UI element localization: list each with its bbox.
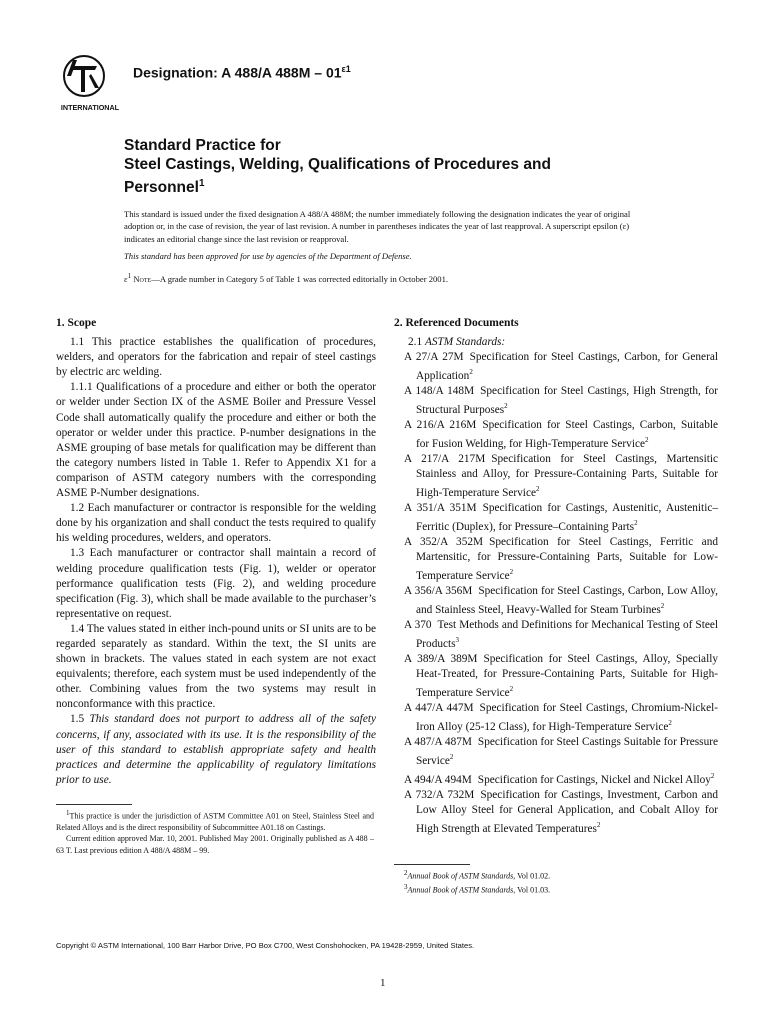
reference-code: A 356/A 356M [404, 585, 473, 598]
title-line-2: Steel Castings, Welding, Qualifications of Procedures and [124, 156, 551, 173]
designation [133, 64, 351, 81]
scope-1-1: 1.1 This practice establishes the qualification of procedures, welders, and operators for the fabrication and repair of steel castings by electric arc welding. [56, 336, 376, 379]
reference-footnote-mark: 2 [469, 368, 473, 377]
reference-footnote-mark: 2 [509, 685, 514, 694]
footnote-2-text: Annual Book of ASTM Standards [407, 871, 514, 881]
reference-title: Specification for Steel Castings, Carbon, Suitable for Fusion Welding, for High-Temperature Service [416, 419, 718, 450]
footnote-1-mark: 1 [66, 809, 70, 817]
reference-item [394, 735, 718, 769]
note-label: Note [133, 274, 152, 285]
footnote-3-mark: 3 [404, 883, 408, 892]
reference-item [394, 652, 718, 701]
reference-footnote-mark: 2 [509, 568, 514, 577]
reference-footnote-mark: 2 [634, 519, 638, 528]
document-title [124, 136, 684, 197]
note-sup: 1 [127, 272, 132, 281]
note-text: —A grade number in Category 5 of Table 1 was corrected editorially in October 2001. [151, 274, 449, 285]
reference-item [394, 701, 718, 735]
subheading-label: ASTM Standards: [424, 336, 506, 349]
reference-item [394, 350, 718, 384]
scope-1-1-1: 1.1.1 Qualifications of a procedure and either or both the operator or welder under Section IX of the ASME Boiler and Pressure Vessel Code shall automatically qualify the procedure and either or both the operator or welder under this practice. P-number designations in the ASME grouping of base metals for qualification may be different than the category numbers listed in Table 1. Refer to Appendix X1 for a comparison of ASTM category numbers with the corresponding ASME P-Number designations. [56, 381, 376, 500]
footnote-1-edition: Current edition approved Mar. 10, 2001. Published May 2001. Originally published as A 488 – 63 T. Last previous edition A 488/A 488M – 99. [56, 834, 374, 855]
footnote-rule-right [394, 864, 470, 865]
title-line-1: Standard Practice for [124, 137, 281, 154]
reference-code: A 217/A 217M [404, 453, 486, 466]
astm-logo [57, 52, 123, 114]
intro-paragraph: This standard is issued under the fixed designation A 488/A 488M; the number immediately following the designation indicates the year of original adoption or, in the case of revision, the year of last revision. A number in parentheses indicates the year of last reapproval. A superscript epsilon (ε) indicates an editorial change since the last revision or reapproval. [124, 209, 631, 244]
copyright-line: Copyright © ASTM International, 100 Barr Harbor Drive, PO Box C700, West Conshohocken, PA 19428-2959, United States. [56, 941, 475, 950]
reference-title: Specification for Steel Castings, Alloy, Specially Heat-Treated, for Pressure-Containing Parts, Suitable for High-Temperature Service [416, 653, 718, 699]
reference-list [394, 350, 718, 837]
referenced-heading: 2. Referenced Documents [394, 317, 519, 329]
footnote-2 [394, 868, 718, 882]
reference-footnote-mark: 2 [668, 719, 672, 728]
scope-1-5-text: This standard does not purport to address all of the safety concerns, if any, associated with its use. It is the responsibility of the user of this standard to establish appropriate safety and health practices and determine the applicability of regulatory limitations prior to use. [56, 713, 376, 786]
reference-code: A 732/A 732M [404, 788, 475, 801]
reference-item [394, 418, 718, 452]
scope-1-4: 1.4 The values stated in either inch-pound units or SI units are to be regarded separately as standard. Within the text, the SI units are shown in brackets. The values stated in each system are not exact equivalents; therefore, each system must be used independently of the other. Combining values from the two systems may result in nonconformance with this practice. [56, 622, 376, 711]
reference-footnote-mark: 2 [449, 753, 454, 762]
reference-code: A 447/A 447M [404, 702, 474, 715]
reference-footnote-mark: 3 [455, 636, 460, 645]
scope-1-5 [56, 712, 376, 787]
reference-footnote-mark: 2 [710, 771, 715, 780]
reference-item [394, 384, 718, 418]
astm-standards-subheading [408, 335, 718, 350]
reference-title: Specification for Castings, Austenitic, Austenitic–Ferritic (Duplex), for Pressure–Containing Parts [416, 502, 718, 533]
reference-title: Specification for Steel Castings, Carbon, for General Application [416, 351, 718, 383]
reference-title: Specification for Steel Castings, Martensitic Stainless and Alloy, for Pressure-Containing Parts, Suitable for High-Temperature Service [416, 453, 718, 499]
footnote-3-text: Annual Book of ASTM Standards [407, 885, 514, 895]
reference-code: A 216/A 216M [404, 419, 477, 432]
page-number: 1 [380, 977, 386, 989]
reference-item [394, 584, 718, 618]
reference-title: Specification for Castings, Nickel and Nickel Alloy [477, 773, 711, 786]
intro-block [124, 208, 656, 285]
footnote-2-mark: 2 [404, 869, 408, 877]
reference-item [394, 535, 718, 584]
footnote-rule-left [56, 804, 132, 805]
designation-text: Designation: A 488/A 488M – 01 [133, 64, 342, 81]
referenced-documents-section [394, 316, 718, 837]
scope-1-5-number: 1.5 [70, 713, 85, 726]
reference-code: A 27/A 27M [404, 351, 464, 364]
reference-title: Specification for Castings, Investment, Carbon and Low Alloy Steel for General Application, and Cobalt Alloy for High Strength at Elevated Temperatures [416, 788, 718, 835]
reference-footnote-mark: 2 [535, 485, 540, 494]
title-line-3-text: Personnel [124, 179, 199, 197]
footnote-3 [394, 882, 718, 896]
scope-heading: 1. Scope [56, 317, 97, 329]
reference-item [394, 618, 718, 652]
reference-code: A 351/A 351M [404, 502, 477, 515]
reference-item [394, 501, 718, 535]
reference-item [394, 788, 718, 837]
reference-footnote-mark: 2 [660, 602, 665, 611]
reference-title: Specification for Steel Castings Suitable for Pressure Service [416, 736, 718, 767]
reference-title: Specification for Steel Castings, High Strength, for Structural Purposes [416, 385, 719, 416]
scope-1-3: 1.3 Each manufacturer or contractor shall maintain a record of welding procedure qualification tests (Fig. 1), welder or operator performance qualification tests (Fig. 2), and welding procedure specification (Fig. 3), which shall be made available to the purchaser’s representative on request. [56, 547, 376, 620]
reference-code: A 389/A 389M [404, 653, 478, 665]
reference-footnote-mark: 2 [645, 436, 649, 445]
title-footnote-mark: 1 [198, 178, 205, 189]
footnote-1-text: This practice is under the jurisdiction of ASTM Committee A01 on Steel, Stainless Steel and Related Alloys and is the direct responsibility of Subcommittee A01.18 on Castings. [56, 811, 374, 833]
reference-code: A 494/A 494M [404, 773, 472, 786]
reference-code: A 148/A 148M [404, 385, 475, 398]
reference-footnote-mark: 2 [504, 402, 508, 411]
note-epsilon: ε [124, 274, 128, 285]
footnotes-right [394, 868, 718, 896]
editorial-note [124, 270, 656, 285]
designation-superscript: ε1 [341, 64, 351, 74]
reference-code: A 352/A 352M [404, 536, 484, 549]
subheading-number: 2.1 [408, 336, 423, 349]
reference-item [394, 452, 718, 501]
footnotes-left [56, 808, 374, 856]
reference-code: A 487/A 487M [404, 736, 472, 748]
reference-footnote-mark: 2 [596, 821, 601, 829]
dod-approval: This standard has been approved for use by agencies of the Department of Defense. [124, 250, 412, 261]
reference-code: A 370 [404, 619, 432, 632]
footnote-1 [56, 808, 374, 833]
logo-subtext: INTERNATIONAL [60, 103, 120, 112]
reference-item [394, 769, 718, 788]
scope-section [56, 316, 376, 788]
footnote-2-vol: , Vol 01.02. [513, 871, 551, 881]
reference-title: Specification for Steel Castings, Carbon, Low Alloy, and Stainless Steel, Heavy-Walled for Steam Turbines [416, 585, 718, 616]
reference-title: Specification for Steel Castings, Chromium-Nickel-Iron Alloy (25-12 Class), for High-Temperature Service [416, 702, 718, 733]
reference-title: Test Methods and Definitions for Mechanical Testing of Steel Products [416, 619, 718, 650]
scope-1-2: 1.2 Each manufacturer or contractor is responsible for the welding done by his organization and shall conduct the tests required to qualify his welding procedures, welders, and operators. [56, 502, 376, 545]
footnote-3-vol: , Vol 01.03. [513, 885, 551, 895]
title-line-3 [124, 174, 684, 197]
reference-title: Specification for Steel Castings, Ferritic and Martensitic, for Pressure-Containing Parts, Suitable for Low-Temperature Service [416, 536, 718, 582]
